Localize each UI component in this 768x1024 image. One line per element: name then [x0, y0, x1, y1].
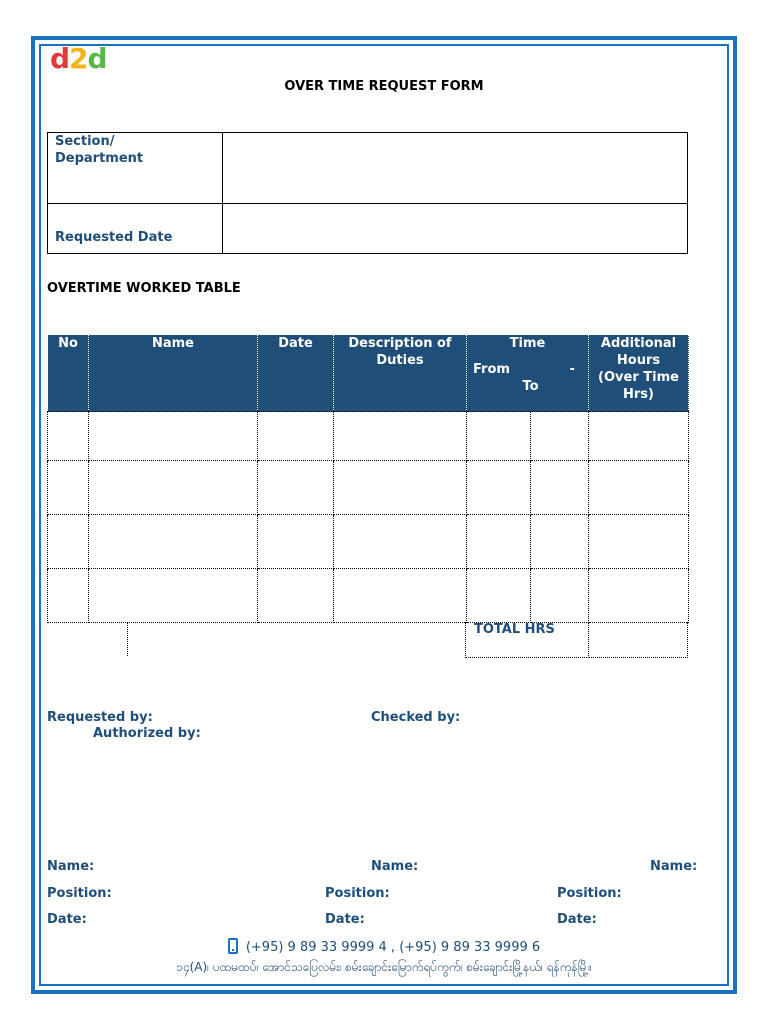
cell-date[interactable] [258, 412, 334, 461]
time-dash: - [569, 362, 575, 377]
cell-description[interactable] [334, 461, 467, 515]
cell-time-from[interactable] [467, 515, 531, 569]
col-header-additional-hours: Additional Hours (Over Time Hrs) [589, 335, 689, 412]
mobile-phone-icon [228, 938, 238, 954]
cell-date[interactable] [258, 569, 334, 623]
section-department-field[interactable] [223, 133, 688, 204]
table-row [48, 461, 689, 515]
cell-additional-hours[interactable] [589, 412, 689, 461]
cell-time-to[interactable] [531, 412, 589, 461]
requester-name-label: Name: [47, 859, 95, 874]
d2d-logo [50, 43, 107, 75]
overtime-worked-table [47, 334, 689, 623]
cell-no[interactable] [48, 461, 89, 515]
checked-by-label: Checked by: [371, 710, 461, 725]
total-hrs-label: TOTAL HRS [465, 622, 589, 658]
section-department-label [48, 133, 223, 204]
requested-date-label: Requested Date [48, 204, 223, 254]
col-header-no: No [48, 335, 89, 412]
cell-description[interactable] [334, 515, 467, 569]
cell-time-to[interactable] [531, 569, 589, 623]
requester-date-label: Date: [47, 912, 87, 927]
cell-no[interactable] [48, 569, 89, 623]
cell-name[interactable] [89, 461, 258, 515]
checker-position-label: Position: [325, 886, 390, 901]
authorizer-position-label: Position: [557, 886, 622, 901]
overtime-table-heading: OVERTIME WORKED TABLE [47, 281, 241, 296]
col-header-description: Description of Duties [334, 335, 467, 412]
cell-additional-hours[interactable] [589, 461, 689, 515]
requester-position-label: Position: [47, 886, 112, 901]
authorized-by-label: Authorized by: [93, 726, 201, 741]
cell-no[interactable] [48, 412, 89, 461]
time-from-label: From [473, 362, 510, 377]
cell-description[interactable] [334, 569, 467, 623]
authorizer-date-label: Date: [557, 912, 597, 927]
section-label-line1: Section/ [55, 134, 115, 149]
time-label: Time [509, 336, 546, 351]
cell-additional-hours[interactable] [589, 515, 689, 569]
requested-date-field[interactable] [223, 204, 688, 254]
cell-no[interactable] [48, 515, 89, 569]
cell-date[interactable] [258, 515, 334, 569]
col-header-time [467, 335, 589, 412]
logo-digit-2: 2 [69, 42, 88, 75]
cell-name[interactable] [89, 515, 258, 569]
logo-letter-d: d [50, 42, 70, 75]
requested-by-label: Requested by: [47, 710, 153, 725]
table-row [48, 569, 689, 623]
footer-phone-numbers: (+95) 9 89 33 9999 4 , (+95) 9 89 33 9999 6 [245, 940, 541, 955]
cell-time-to[interactable] [531, 515, 589, 569]
total-row-divider [127, 622, 128, 656]
info-table [47, 132, 688, 254]
total-hrs-field[interactable] [588, 622, 688, 658]
cell-additional-hours[interactable] [589, 569, 689, 623]
cell-time-from[interactable] [467, 412, 531, 461]
cell-time-from[interactable] [467, 461, 531, 515]
form-title: OVER TIME REQUEST FORM [284, 79, 484, 94]
cell-time-to[interactable] [531, 461, 589, 515]
cell-name[interactable] [89, 412, 258, 461]
checker-date-label: Date: [325, 912, 365, 927]
logo-letter-d2: d [87, 42, 107, 75]
footer-phones [0, 938, 768, 955]
cell-name[interactable] [89, 569, 258, 623]
cell-date[interactable] [258, 461, 334, 515]
cell-time-from[interactable] [467, 569, 531, 623]
col-header-name: Name [89, 335, 258, 412]
footer-address: ၁၄(A)၊ ပထမထပ်၊ အောင်သပြေလမ်း၊ စမ်းချောင်းမြောက်ရပ်ကွက်၊ စမ်းချောင်းမြို့နယ်၊ ရန်ကုန်မြို့။ [176, 960, 592, 974]
cell-description[interactable] [334, 412, 467, 461]
table-row [48, 515, 689, 569]
section-label-line2: Department [55, 151, 144, 166]
authorizer-name-label: Name: [650, 859, 698, 874]
time-range-label [467, 361, 588, 395]
checker-name-label: Name: [371, 859, 419, 874]
table-row [48, 412, 689, 461]
col-header-date: Date [258, 335, 334, 412]
time-to-label: To [522, 379, 539, 394]
